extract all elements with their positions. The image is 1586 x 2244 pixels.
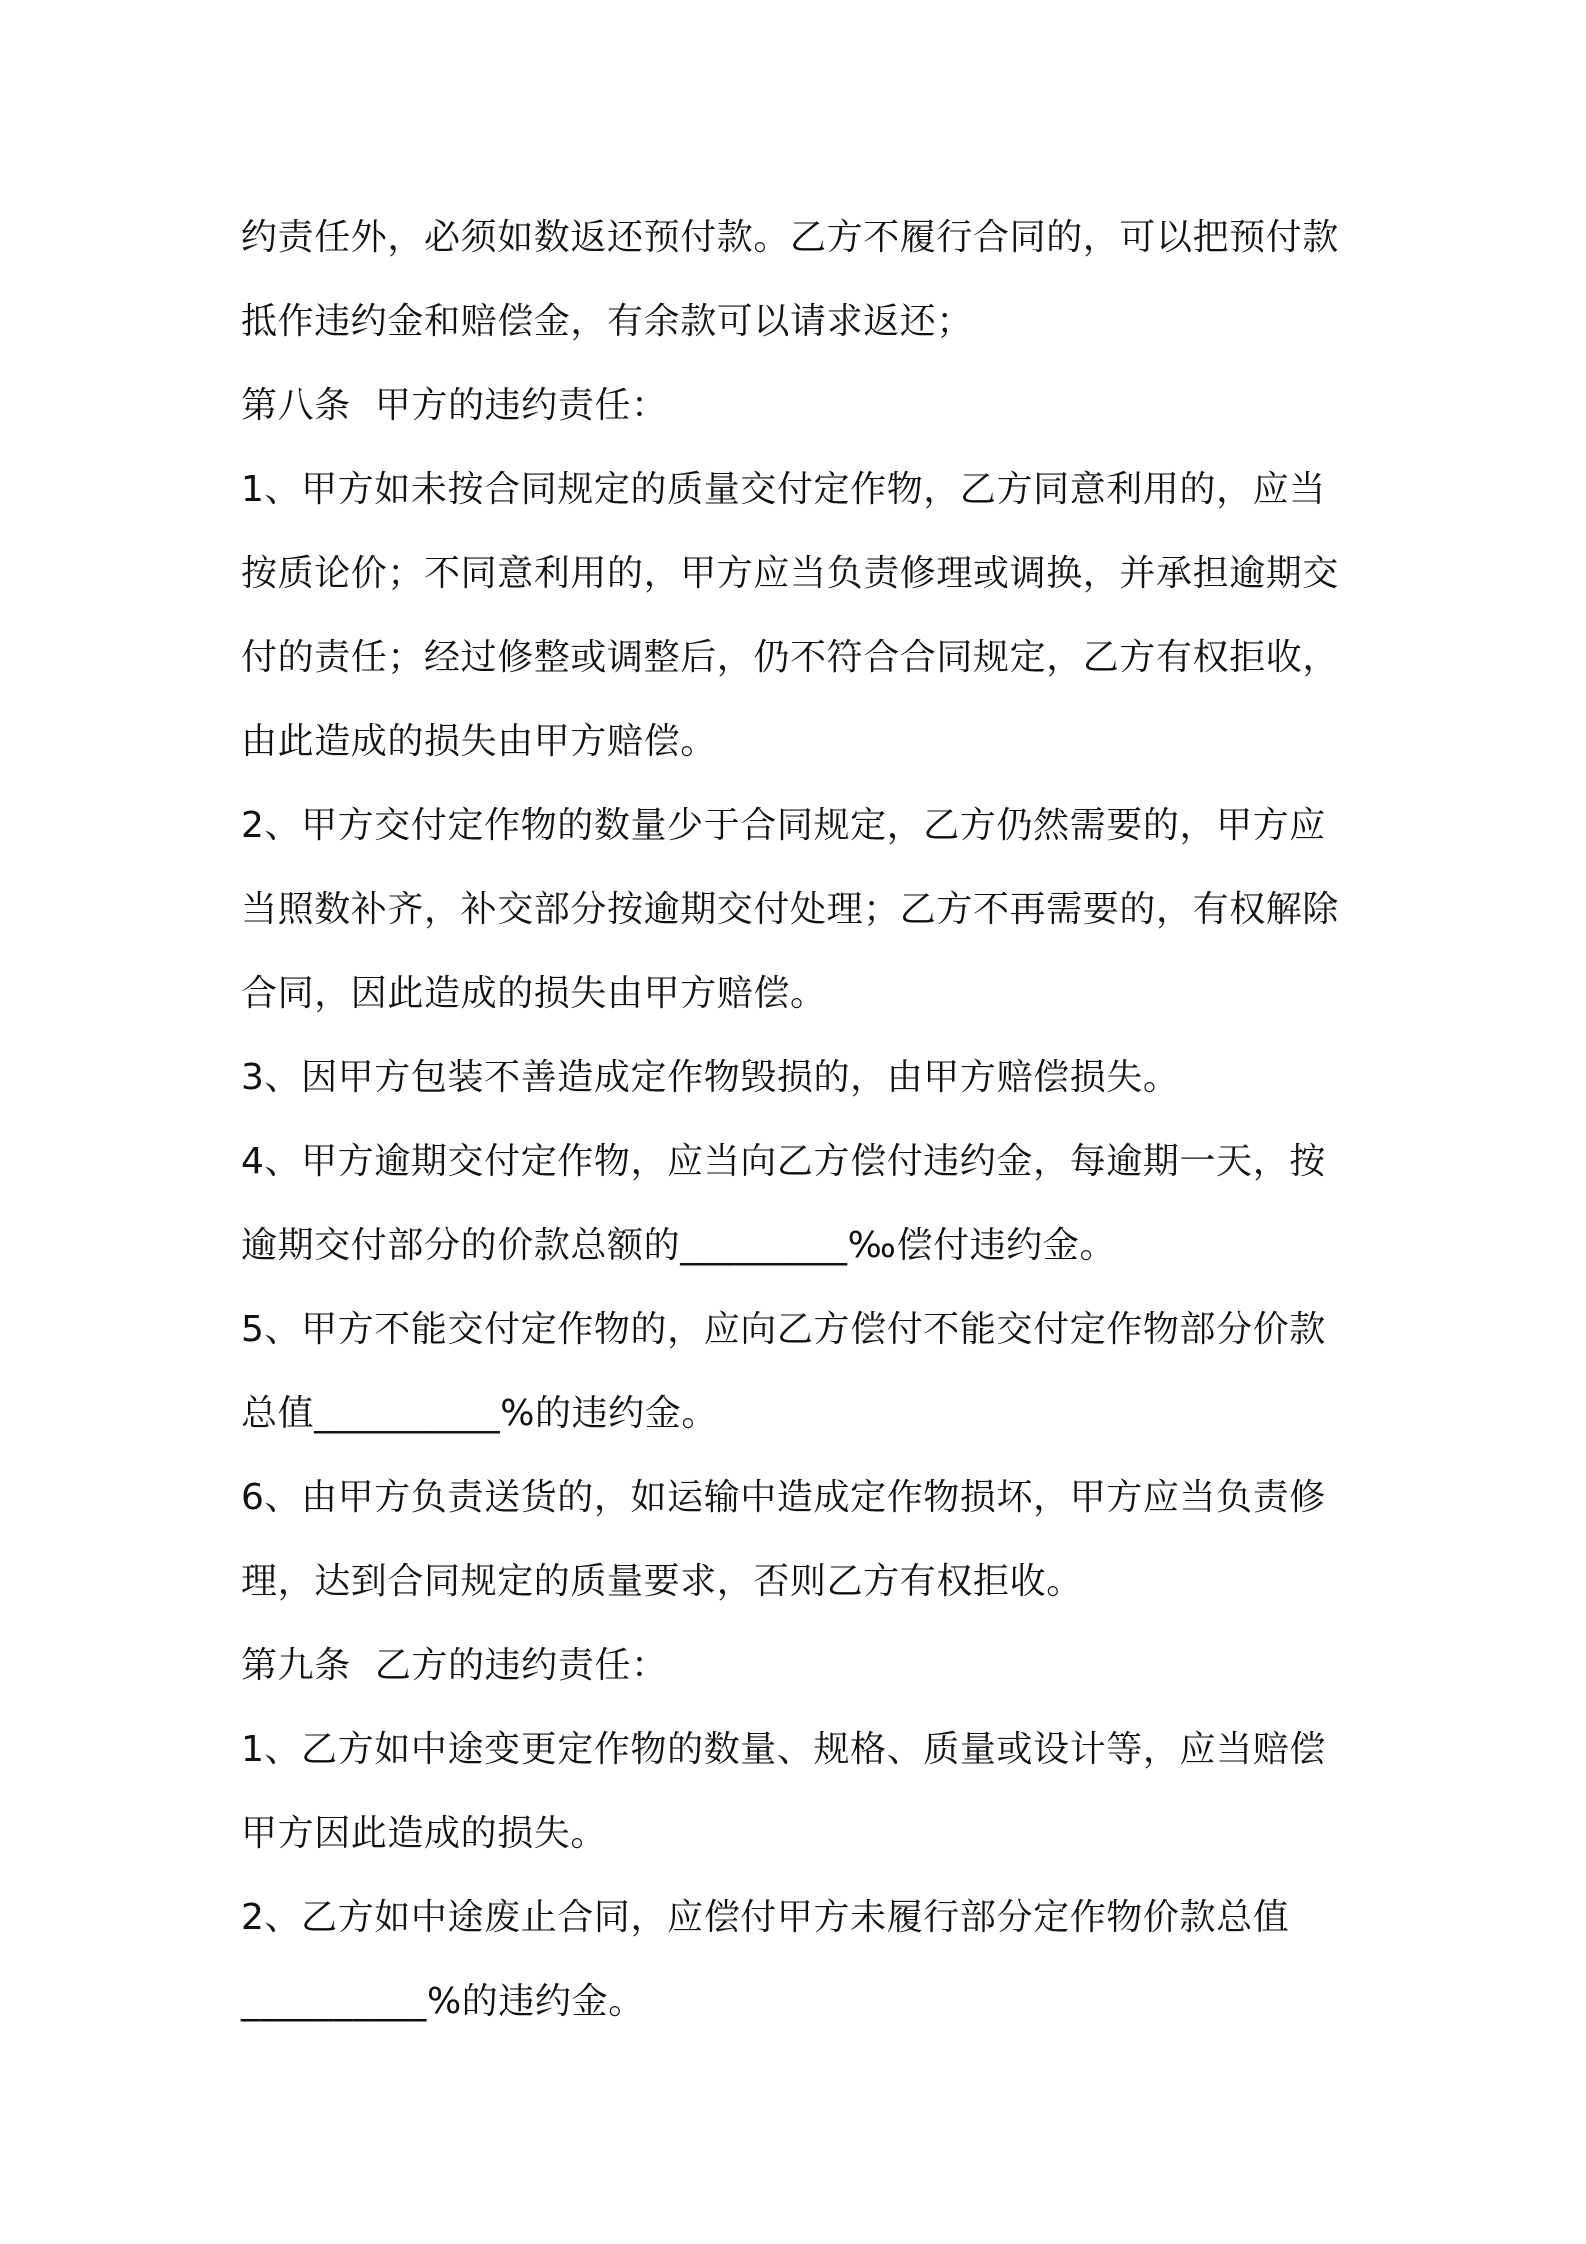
clause-8-3: 3、因甲方包装不善造成定作物毁损的，由甲方赔偿损失。 [241,1057,1180,1098]
clause-9-1: 1、乙方如中途变更定作物的数量、规格、质量或设计等，应当赔偿 [241,1729,1326,1770]
text-line: 付的责任；经过修整或调整后，仍不符合合同规定，乙方有权拒收， [241,637,1340,678]
text-line: 约责任外，必须如数返还预付款。乙方不履行合同的，可以把预付款 [241,217,1340,258]
section-heading-article-9: 第九条 乙方的违约责任： [241,1645,668,1686]
section-heading-article-8: 第八条 甲方的违约责任： [241,385,668,426]
clause-8-6: 6、由甲方负责送货的，如运输中造成定作物损坏，甲方应当负责修 [241,1477,1326,1518]
text-line: 合同，因此造成的损失由甲方赔偿。 [241,973,827,1014]
text-line: 理，达到合同规定的质量要求，否则乙方有权拒收。 [241,1561,1083,1602]
text-line: __________%的违约金。 [241,1981,645,2022]
clause-8-2: 2、甲方交付定作物的数量少于合同规定，乙方仍然需要的，甲方应 [241,805,1326,846]
text-line: 逾期交付部分的价款总额的_________‰偿付违约金。 [241,1225,1117,1266]
text-line: 当照数补齐，补交部分按逾期交付处理；乙方不再需要的，有权解除 [241,889,1340,930]
contract-text [241,196,1361,2044]
text-line: 按质论价；不同意利用的，甲方应当负责修理或调换，并承担逾期交 [241,553,1340,594]
clause-8-1: 1、甲方如未按合同规定的质量交付定作物，乙方同意利用的，应当 [241,469,1326,510]
text-line: 抵作违约金和赔偿金，有余款可以请求返还； [241,301,974,342]
clause-9-2: 2、乙方如中途废止合同，应偿付甲方未履行部分定作物价款总值 [241,1897,1290,1938]
clause-8-4: 4、甲方逾期交付定作物，应当向乙方偿付违约金，每逾期一天，按 [241,1141,1326,1182]
text-line: 甲方因此造成的损失。 [241,1813,608,1854]
clause-8-5: 5、甲方不能交付定作物的，应向乙方偿付不能交付定作物部分价款 [241,1309,1326,1350]
text-line: 总值__________%的违约金。 [241,1393,719,1434]
text-line: 由此造成的损失由甲方赔偿。 [241,721,717,762]
